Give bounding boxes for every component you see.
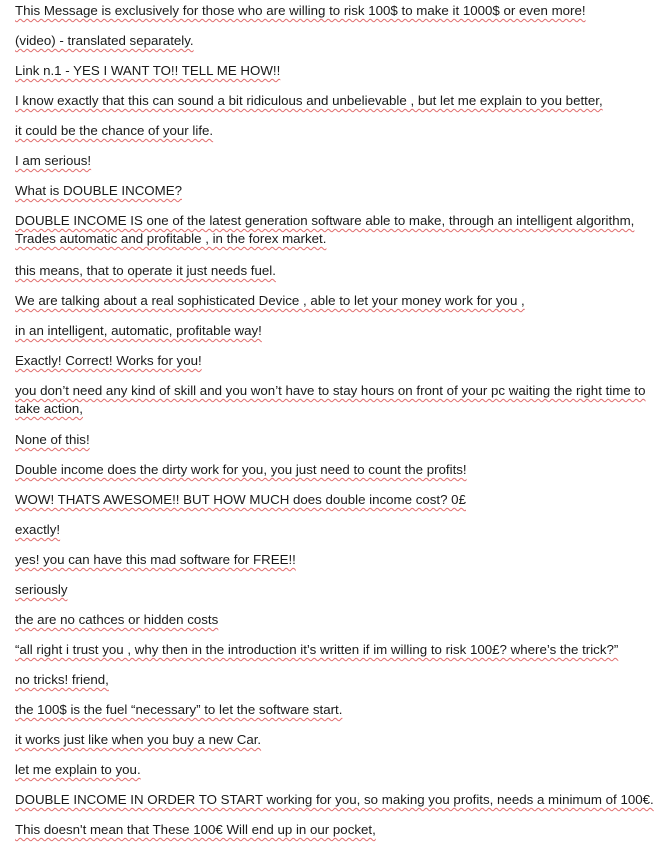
document-paragraph: Exactly! Correct! Works for you! (15, 353, 202, 368)
document-paragraph: exactly! (15, 522, 61, 537)
document-paragraph: I know exactly that this can sound a bit ridiculous and unbelievable , but let me explain to you better, (15, 93, 603, 108)
document-paragraph: in an intelligent, automatic, profitable way! (15, 323, 262, 338)
document-paragraph: Double income does the dirty work for you, you just need to count the profits! (15, 462, 467, 477)
document-paragraph: “all right i trust you , why then in the introduction it’s written if im willing to risk 100£? where’s the trick?” (15, 642, 619, 657)
document-paragraph: WOW! THATS AWESOME!! BUT HOW MUCH does double income cost? 0£ (15, 492, 466, 507)
document-paragraph: it works just like when you buy a new Car. (15, 732, 262, 747)
document-paragraph: you don’t need any kind of skill and you won’t have to stay hours on front of your pc waiting the right time to take action, (15, 383, 646, 416)
document-paragraph: no tricks! friend, (15, 672, 109, 687)
document-paragraph: What is DOUBLE INCOME? (15, 183, 182, 198)
document-paragraph: None of this! (15, 432, 90, 447)
document-paragraph: seriously (15, 582, 68, 597)
document-paragraph: the 100$ is the fuel “necessary” to let the software start. (15, 702, 343, 717)
document-paragraph: DOUBLE INCOME IS one of the latest generation software able to make, through an intelligent algorithm, Trades automatic and profitable , in the forex market. (15, 213, 635, 246)
document-paragraph: This doesn't mean that These 100€ Will end up in our pocket, (15, 822, 376, 837)
document-paragraph: We are talking about a real sophisticated Device , able to let your money work for you , (15, 293, 525, 308)
document-paragraph: DOUBLE INCOME IN ORDER TO START working for you, so making you profits, needs a minimum of 100€. (15, 792, 654, 807)
document-paragraph: (video) - translated separately. (15, 33, 194, 48)
document-paragraph: This Message is exclusively for those who are willing to risk 100$ to make it 1000$ or even more! (15, 3, 586, 18)
document-paragraph: it could be the chance of your life. (15, 123, 214, 138)
document-paragraph: yes! you can have this mad software for FREE!! (15, 552, 296, 567)
document-paragraph: I am serious! (15, 153, 92, 168)
document-paragraph: let me explain to you. (15, 762, 141, 777)
document-paragraph: Link n.1 - YES I WANT TO!! TELL ME HOW!! (15, 63, 281, 78)
document-paragraph: this means, that to operate it just needs fuel. (15, 263, 276, 278)
document-paragraph: the are no cathces or hidden costs (15, 612, 219, 627)
